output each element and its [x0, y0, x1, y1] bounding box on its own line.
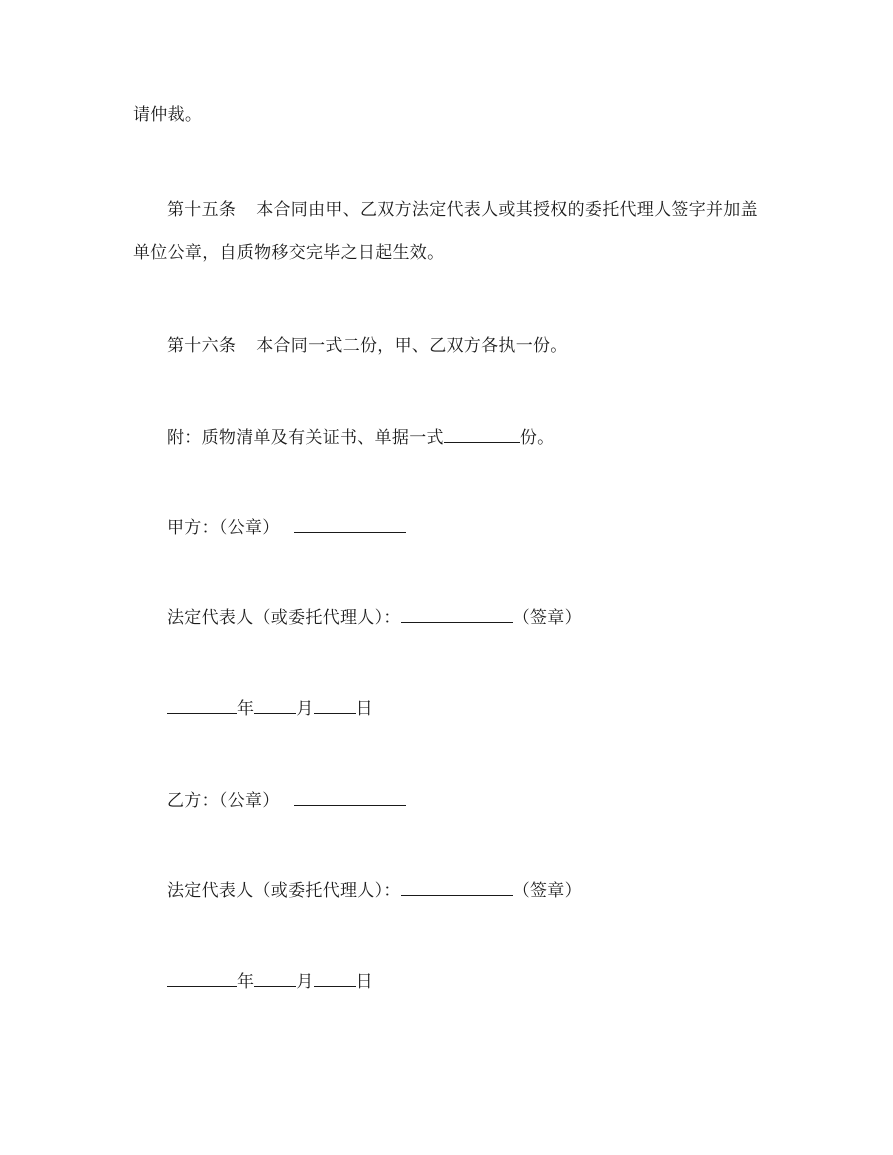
party-a-date-line — [167, 696, 373, 721]
party-b-seal-line — [167, 788, 406, 813]
appendix-prefix: 附：质物清单及有关证书、单据一式 — [167, 428, 444, 448]
party-a-year-label: 年 — [237, 699, 255, 719]
article-16-text: 本合同一式二份，甲、乙双方各执一份。 — [256, 336, 568, 356]
party-a-seal-line — [167, 515, 406, 540]
party-b-year-blank[interactable] — [167, 969, 237, 987]
party-a-year-blank[interactable] — [167, 696, 237, 714]
party-b-rep-blank[interactable] — [401, 878, 513, 896]
party-b-date-line — [167, 969, 373, 994]
party-b-year-label: 年 — [237, 972, 255, 992]
article-16-number: 第十六条 — [167, 336, 237, 356]
party-a-rep-label: 法定代表人（或委托代理人）： — [167, 608, 401, 628]
party-b-day-blank[interactable] — [314, 969, 356, 987]
party-a-seal-label: 甲方：（公章） — [167, 518, 280, 538]
article-15-line-1 — [167, 198, 758, 222]
article-15-text-1: 本合同由甲、乙双方法定代表人或其授权的委托代理人签字并加盖 — [256, 200, 758, 220]
party-a-rep-line — [167, 605, 582, 630]
party-a-rep-blank[interactable] — [401, 605, 513, 623]
party-a-month-label: 月 — [296, 699, 314, 719]
article-15-number: 第十五条 — [167, 200, 237, 220]
continuation-label: 请仲裁。 — [133, 105, 203, 125]
party-b-rep-label: 法定代表人（或委托代理人）： — [167, 881, 401, 901]
party-a-sign-label: （签章） — [512, 608, 582, 628]
article-15-line-2 — [133, 241, 444, 265]
appendix-copies-blank[interactable] — [444, 425, 520, 443]
article-16 — [167, 334, 568, 358]
party-a-day-blank[interactable] — [314, 696, 356, 714]
party-b-seal-blank[interactable] — [294, 788, 406, 806]
party-b-month-blank[interactable] — [254, 969, 296, 987]
party-a-day-label: 日 — [355, 699, 373, 719]
party-b-seal-label: 乙方：（公章） — [167, 791, 280, 811]
party-b-sign-label: （签章） — [512, 881, 582, 901]
party-a-seal-blank[interactable] — [294, 515, 406, 533]
party-b-month-label: 月 — [296, 972, 314, 992]
party-b-day-label: 日 — [355, 972, 373, 992]
continuation-text — [133, 103, 202, 127]
appendix-suffix: 份。 — [519, 428, 555, 448]
party-b-rep-line — [167, 878, 582, 903]
party-a-month-blank[interactable] — [254, 696, 296, 714]
article-15-text-2: 单位公章，自质物移交完毕之日起生效。 — [133, 243, 445, 263]
appendix-line — [167, 425, 554, 450]
